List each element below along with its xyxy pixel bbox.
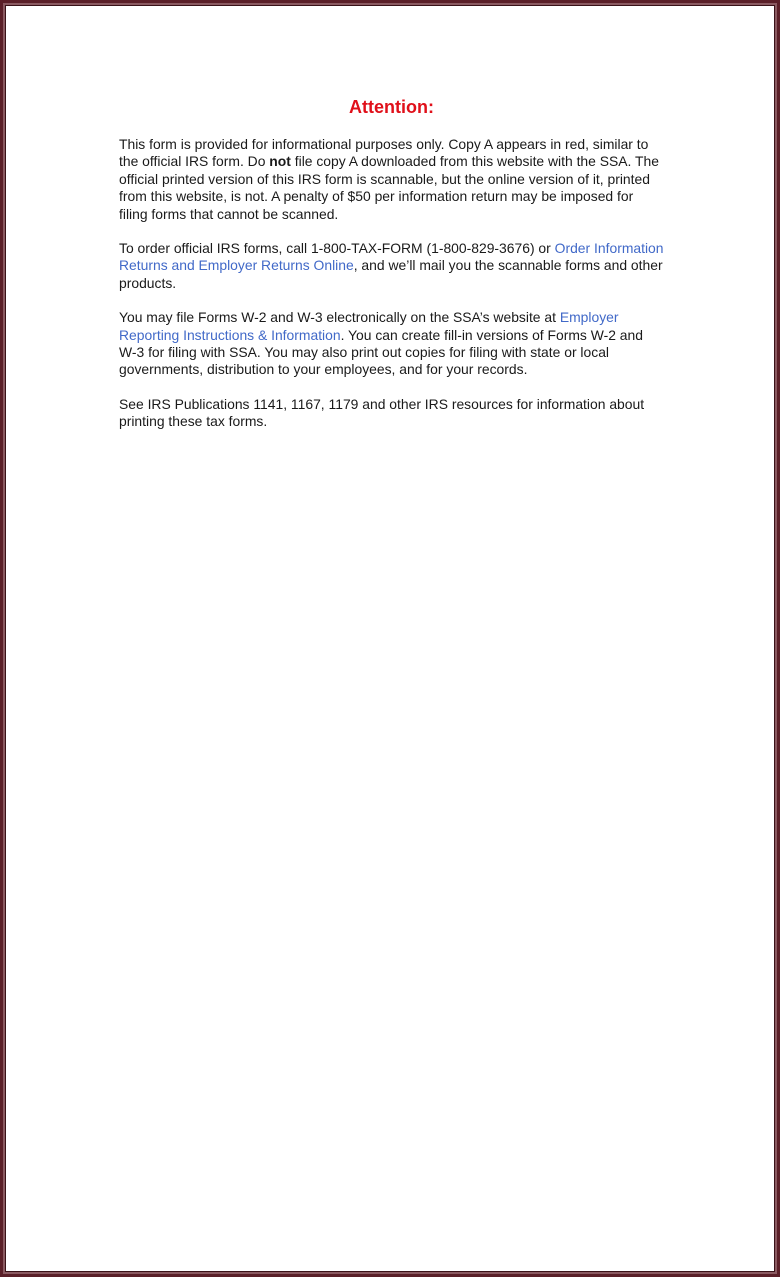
page-frame-inner [3,3,777,1274]
employer-reporting-link[interactable]: Employer Reporting Instructions & Information [119,309,619,343]
p1-text-start: This form is provided for informational purposes only. Copy A appears in red, similar to the official IRS form. Do [119,136,649,170]
notice-paragraph-3 [119,309,664,379]
document-page [5,5,775,1272]
order-forms-link[interactable]: Order Information Returns and Employer Returns Online [119,240,664,274]
p2-text-start: To order official IRS forms, call 1-800-TAX-FORM (1-800-829-3676) or [119,240,555,257]
notice-title: Attention: [349,97,434,117]
p1-text-end: file copy A downloaded from this website with the SSA. The official printed version of this IRS form is scannable, but the online version of it, printed from this website, is not. A penalty of $50 per information return may be imposed for filing forms that cannot be scanned. [119,153,659,222]
p3-text-start: You may file Forms W-2 and W-3 electronically on the SSA’s website at [119,309,560,326]
p2-text-end: , and we’ll mail you the scannable forms and other products. [119,257,663,291]
notice-paragraph-2 [119,240,664,292]
p3-text-end: . You can create fill-in versions of Forms W-2 and W-3 for filing with SSA. You may also print out copies for filing with state or local governments, distribution to your employees, and for your records. [119,326,643,378]
attention-notice [119,96,664,448]
notice-paragraph-1 [119,136,664,223]
p1-bold-not: not [269,153,291,170]
notice-paragraph-4: See IRS Publications 1141, 1167, 1179 and other IRS resources for information about printing these tax forms. [119,395,645,430]
